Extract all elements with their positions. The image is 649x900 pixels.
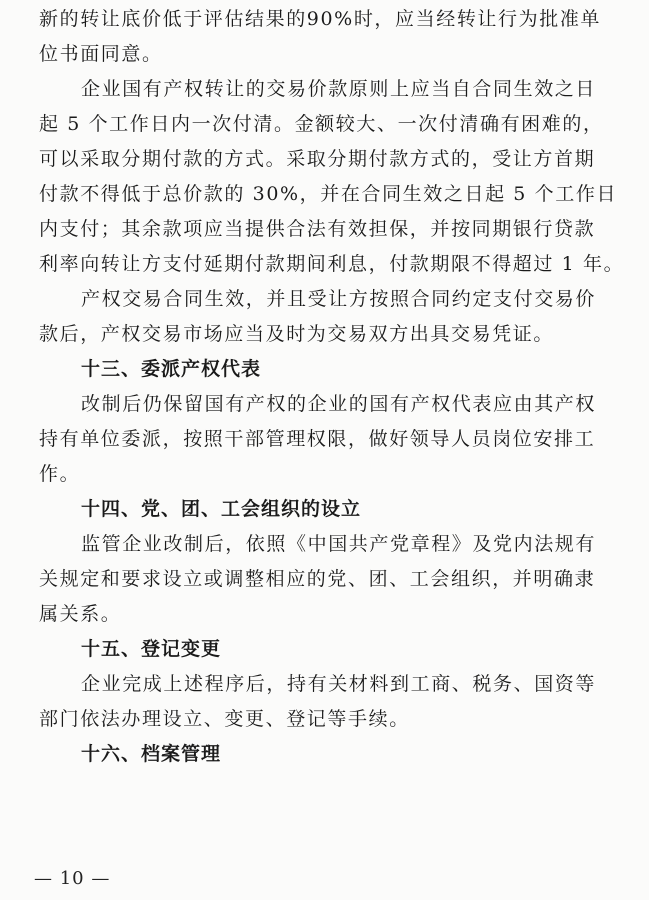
- paragraph-line: 部门依法办理设立、变更、登记等手续。: [39, 708, 410, 730]
- paragraph-line: 可以采取分期付款的方式。采取分期付款方式的，受让方首期: [39, 148, 596, 170]
- paragraph-line: 属关系。: [39, 603, 122, 625]
- paragraph-line: 改制后仍保留国有产权的企业的国有产权代表应由其产权: [81, 393, 597, 415]
- paragraph-line: 利率向转让方支付延期付款期间利息，付款期限不得超过 1 年。: [39, 253, 625, 275]
- paragraph-line: 新的转让底价低于评估结果的90%时，应当经转让行为批准单: [39, 8, 602, 30]
- paragraph-line: 位书面同意。: [39, 43, 163, 65]
- paragraph-line: 付款不得低于总价款的 30%，并在合同生效之日起 5 个工作日: [39, 183, 618, 205]
- paragraph-line: 款后，产权交易市场应当及时为交易双方出具交易凭证。: [39, 323, 555, 345]
- document-body: [39, 2, 625, 772]
- section-heading-13: 十三、委派产权代表: [81, 358, 262, 380]
- section-heading-14: 十四、党、团、工会组织的设立: [81, 498, 362, 520]
- section-heading-16: 十六、档案管理: [81, 743, 222, 765]
- paragraph-line: 起 5 个工作日内一次付清。金额较大、一次付清确有困难的，: [39, 113, 604, 135]
- paragraph-line: 关规定和要求设立或调整相应的党、团、工会组织，并明确隶: [39, 568, 596, 590]
- section-heading-15: 十五、登记变更: [81, 638, 222, 660]
- paragraph-line: 监管企业改制后，依照《中国共产党章程》及党内法规有: [81, 533, 597, 555]
- paragraph-line: 持有单位委派，按照干部管理权限，做好领导人员岗位安排工: [39, 428, 596, 450]
- paragraph-line: 作。: [39, 463, 81, 485]
- paragraph-line: 内支付；其余款项应当提供合法有效担保，并按同期银行贷款: [39, 218, 596, 240]
- paragraph-line: 产权交易合同生效，并且受让方按照合同约定支付交易价: [81, 288, 597, 310]
- page-number: — 10 —: [34, 868, 111, 889]
- paragraph-line: 企业完成上述程序后，持有关材料到工商、税务、国资等: [81, 673, 597, 695]
- paragraph-line: 企业国有产权转让的交易价款原则上应当自合同生效之日: [81, 78, 597, 100]
